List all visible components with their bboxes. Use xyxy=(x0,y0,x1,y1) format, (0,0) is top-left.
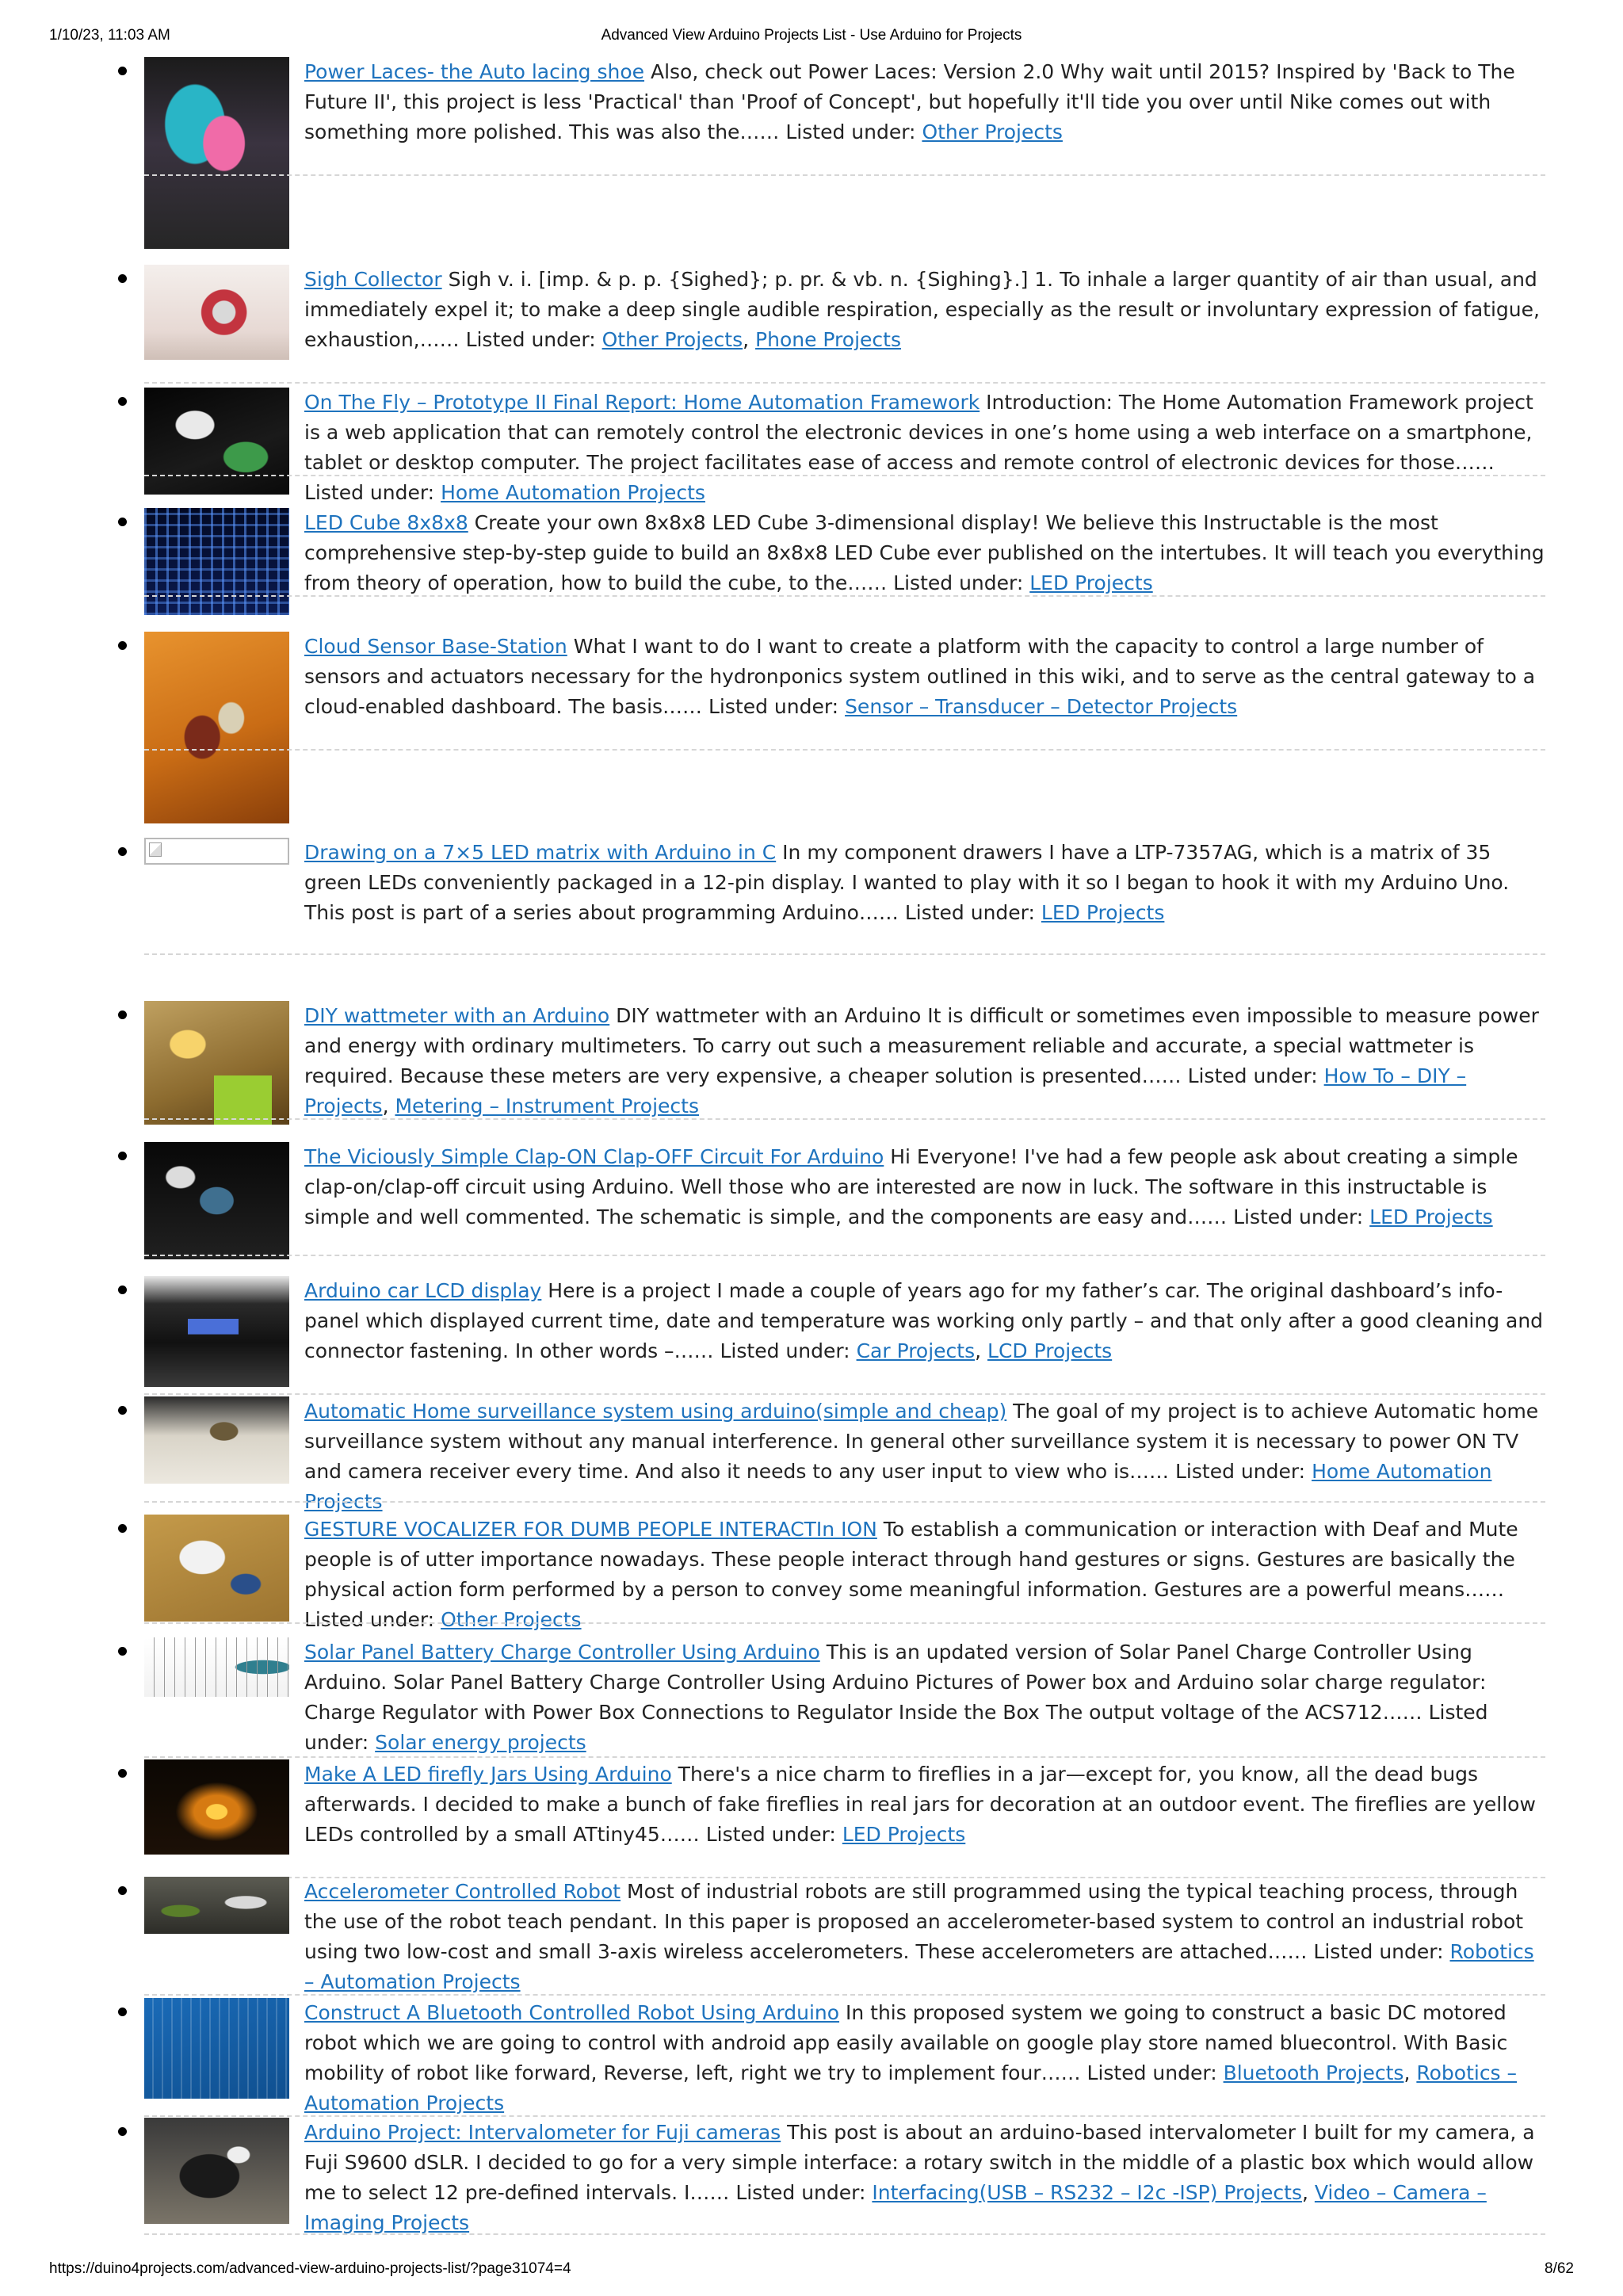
list-item xyxy=(144,1877,1545,1997)
item-separator xyxy=(144,1622,1545,1624)
project-entry xyxy=(304,1637,1545,1758)
bullet-icon xyxy=(118,1886,127,1895)
bullet-icon xyxy=(118,1406,127,1415)
list-item xyxy=(144,632,1545,752)
project-excerpt: Create your own 8x8x8 LED Cube 3-dimensional display! We believe this Instructable is the most comprehensive step-by-step guide to build an 8x8x8 LED Cube ever published on the intertubes. It will teach you everything from theory of operation, how to build the cube, to the…… xyxy=(304,511,1545,594)
item-separator xyxy=(144,174,1545,176)
listed-under-label: Listed under: xyxy=(1175,1460,1306,1483)
project-thumbnail[interactable] xyxy=(144,838,289,865)
list-item xyxy=(144,1142,1545,1258)
project-thumbnail[interactable] xyxy=(144,1515,289,1622)
print-page-number: 8/62 xyxy=(1545,2260,1574,2277)
item-separator xyxy=(144,1756,1545,1758)
list-item xyxy=(144,388,1545,504)
project-thumbnail[interactable] xyxy=(144,1142,289,1259)
listed-under-label: Listed under: xyxy=(708,695,839,718)
list-item xyxy=(144,2118,1545,2237)
category-link[interactable]: Other Projects xyxy=(922,120,1063,143)
project-excerpt: There's a nice charm to fireflies in a jar—except for, you know, all the dead bugs afterwards. I decided to make a bunch of fake fireflies in real jars for decoration at an outdoor event. The fireflies are yellow LEDs controlled by a small ATtiny45…… xyxy=(304,1763,1536,1846)
project-thumbnail[interactable] xyxy=(144,1877,289,1934)
project-entry: Construct A Bluetooth Controlled Robot Using Arduino In this proposed system we going to construct a basic DC motored robot which we are going to control with android app easily available on google play store named bluecontrol. With Basic mobility of robot like forward, Reverse, left, right we try to implement four…… Listed under: Bluetooth Projects, Robotics – Automation Projects xyxy=(304,2001,1518,2115)
project-thumbnail[interactable] xyxy=(144,508,289,615)
bullet-icon xyxy=(118,641,127,650)
project-thumbnail[interactable] xyxy=(144,57,289,249)
listed-under-label: Listed under: xyxy=(465,328,596,351)
category-link[interactable]: LCD Projects xyxy=(987,1339,1113,1362)
bullet-icon xyxy=(118,2008,127,2016)
bullet-icon xyxy=(118,397,127,406)
broken-image-icon xyxy=(149,842,162,857)
category-link[interactable]: How To – DIY – Projects xyxy=(304,1064,1467,1117)
list-item xyxy=(144,1396,1545,1513)
bullet-icon xyxy=(118,1769,127,1778)
list-item xyxy=(144,1998,1545,2118)
list-item xyxy=(144,838,1545,957)
item-separator xyxy=(144,2233,1545,2235)
category-link[interactable]: Robotics – Automation Projects xyxy=(304,2061,1518,2115)
item-separator xyxy=(144,2115,1545,2117)
project-entry xyxy=(304,1515,1545,1635)
project-excerpt: Most of industrial robots are still programmed using the typical teaching process, through the use of the robot teach pendant. In this paper is proposed an accelerometer-based system to control an industrial robot using two low-cost and small 3-axis wireless accelerometers. These accelerometers are attached…… xyxy=(304,1880,1524,1963)
project-title-link[interactable]: Arduino Project: Intervalometer for Fuji cameras xyxy=(304,2121,781,2144)
project-entry: Arduino Project: Intervalometer for Fuji cameras This post is about an arduino-based intervalometer I built for my camera, a Fuji S9600 dSLR. I decided to go for a very simple interface: a rotary switch in the middle of a plastic box which would allow me to select 12 pre-defined intervals. I…… Listed under: Interfacing(USB – RS232 – I2c -ISP) Projects, Video – Camera – Imaging Projects xyxy=(304,2121,1535,2234)
category-link[interactable]: Sensor – Transducer – Detector Projects xyxy=(845,695,1238,718)
bullet-icon xyxy=(118,518,127,526)
item-separator xyxy=(144,1255,1545,1256)
print-url: https://duino4projects.com/advanced-view-arduino-projects-list/?page31074=4 xyxy=(49,2260,571,2277)
category-link[interactable]: LED Projects xyxy=(1041,901,1165,924)
bullet-icon xyxy=(118,1286,127,1294)
project-title-link[interactable]: Drawing on a 7×5 LED matrix with Arduino in C xyxy=(304,841,777,864)
project-excerpt: Here is a project I made a couple of years ago for my father’s car. The original dashboard’s info-panel which displayed current time, date and temperature was working only partly – and that only after a good cleaning and connector fastening. In other words –…… xyxy=(304,1279,1544,1362)
project-title-link[interactable]: Arduino car LCD display xyxy=(304,1279,542,1302)
item-separator xyxy=(144,382,1545,384)
project-thumbnail[interactable] xyxy=(144,632,289,823)
category-link[interactable]: Car Projects xyxy=(856,1339,976,1362)
project-title-link[interactable]: Sigh Collector xyxy=(304,268,442,291)
bullet-icon xyxy=(118,274,127,283)
category-link[interactable]: LED Projects xyxy=(842,1823,966,1846)
project-excerpt: The goal of my project is to achieve Automatic home surveillance system without any manual interference. In general other surveillance system it is necessary to power ON TV and camera receiver every time. And also it needs to any user input to view who is…… xyxy=(304,1400,1539,1483)
item-separator xyxy=(144,749,1545,751)
listed-under-label: Listed under: xyxy=(705,1823,836,1846)
category-link[interactable]: Metering – Instrument Projects xyxy=(395,1095,699,1117)
list-item xyxy=(144,508,1545,598)
item-separator xyxy=(144,1994,1545,1996)
bullet-icon xyxy=(118,2127,127,2136)
project-title-link[interactable]: Solar Panel Battery Charge Controller Using Arduino xyxy=(304,1641,820,1664)
category-link[interactable]: Other Projects xyxy=(601,328,743,351)
project-entry xyxy=(304,838,1545,928)
project-entry xyxy=(304,1877,1545,1997)
list-item xyxy=(144,1637,1545,1759)
category-link[interactable]: Home Automation Projects xyxy=(304,1460,1492,1513)
project-entry xyxy=(304,388,1545,508)
category-link[interactable]: Bluetooth Projects xyxy=(1223,2061,1404,2084)
item-separator xyxy=(144,1393,1545,1395)
item-separator xyxy=(144,1118,1545,1120)
project-entry xyxy=(304,1759,1545,1850)
bullet-icon xyxy=(118,1524,127,1533)
listed-under-label: Listed under: xyxy=(304,1608,435,1631)
category-link[interactable]: Robotics – Automation Projects xyxy=(304,1940,1534,1993)
project-entry: Sigh Collector Sigh v. i. [imp. & p. p. {Sighed}; p. pr. & vb. n. {Sighing}.] 1. To inhale a larger quantity of air than usual, and immediately expel it; to make a deep single audible respiration, especially as the result or involuntary expression of fatigue, exhaustion,…… Listed under: Other Projects, Phone Projects xyxy=(304,268,1540,351)
listed-under-label: Listed under: xyxy=(1086,2061,1217,2084)
listed-under-label: Listed under: xyxy=(893,571,1024,594)
list-item xyxy=(144,1759,1545,1880)
project-thumbnail[interactable] xyxy=(144,1759,289,1855)
project-excerpt: This is an updated version of Solar Panel Charge Controller Using Arduino. Solar Panel Battery Charge Controller Using Arduino Pictures of Power box and Arduino solar charge regulator: Charge Regulator with Power Box Connections to Regulator Inside the Box The output voltage of the ACS712…… xyxy=(304,1641,1487,1724)
project-title-link[interactable]: Accelerometer Controlled Robot xyxy=(304,1880,621,1903)
project-thumbnail[interactable] xyxy=(144,2118,289,2224)
list-item xyxy=(144,265,1545,385)
project-title-link[interactable]: The Viciously Simple Clap-ON Clap-OFF Circuit For Arduino xyxy=(304,1145,884,1168)
project-excerpt: DIY wattmeter with an Arduino It is difficult or sometimes even impossible to measure power and energy with ordinary multimeters. To carry out such a measurement reliable and accurate, a special wattmeter is required. Because these meters are very expensive, a cheaper solution is presented…… xyxy=(304,1004,1539,1087)
project-excerpt: Sigh v. i. [imp. & p. p. {Sighed}; p. pr. & vb. n. {Sighing}.] 1. To inhale a larger quantity of air than usual, and immediately expel it; to make a deep single audible respiration, especially as the result or involuntary expression of fatigue, exhaustion,…… xyxy=(304,268,1540,351)
project-title-link[interactable]: Make A LED firefly Jars Using Arduino xyxy=(304,1763,672,1786)
project-entry xyxy=(304,508,1545,598)
project-title-link[interactable]: Construct A Bluetooth Controlled Robot Using Arduino xyxy=(304,2001,840,2024)
project-excerpt: To establish a communication or interaction with Deaf and Mute people is of utter importance nowadays. These people interact through hand gestures or signs. Gestures are basically the physical action form performed by a person to convey some meaningful information. Gestures are a powerful means…… xyxy=(304,1518,1518,1601)
project-title-link[interactable]: Power Laces- the Auto lacing shoe xyxy=(304,60,645,83)
print-datetime: 1/10/23, 11:03 AM xyxy=(49,27,170,44)
project-title-link[interactable]: DIY wattmeter with an Arduino xyxy=(304,1004,610,1027)
project-title-link[interactable]: On The Fly – Prototype II Final Report: Home Automation Framework xyxy=(304,391,980,414)
listed-under-label: Listed under: xyxy=(785,120,916,143)
project-thumbnail[interactable] xyxy=(144,1637,289,1697)
project-excerpt: Introduction: The Home Automation Framework project is a web application that can remotely control the electronic devices in one’s home using a web interface on a smartphone, tablet or desktop computer. The project facilitates ease of access and remote control of electronic devices for those…… xyxy=(304,391,1533,474)
bullet-icon xyxy=(118,1647,127,1656)
project-excerpt: Also, check out Power Laces: Version 2.0 Why wait until 2015? Inspired by 'Back to The Future II', this project is less 'Practical' than 'Proof of Concept', but hopefully it'll tide you over until Nike comes out with something more polished. This was also the…… xyxy=(304,60,1515,143)
category-link[interactable]: Other Projects xyxy=(441,1608,582,1631)
project-title-link[interactable]: LED Cube 8x8x8 xyxy=(304,511,468,534)
listed-under-label: Listed under: xyxy=(1233,1205,1364,1228)
project-entry xyxy=(304,1396,1545,1517)
bullet-icon xyxy=(118,847,127,856)
project-entry: Arduino car LCD display Here is a project I made a couple of years ago for my father’s car. The original dashboard’s info-panel which displayed current time, date and temperature was working only partly – and that only after a good cleaning and connector fastening. In other words –…… Listed under: Car Projects, LCD Projects xyxy=(304,1279,1544,1362)
item-separator xyxy=(144,475,1545,476)
list-item xyxy=(144,1276,1545,1396)
bullet-icon xyxy=(118,1152,127,1160)
listed-under-label: Listed under: xyxy=(904,901,1035,924)
project-thumbnail[interactable] xyxy=(144,1998,289,2099)
project-excerpt: This post is about an arduino-based intervalometer I built for my camera, a Fuji S9600 dSLR. I decided to go for a very simple interface: a rotary switch in the middle of a plastic box which would allow me to select 12 pre-defined intervals. I…… xyxy=(304,2121,1535,2204)
category-link[interactable]: Home Automation Projects xyxy=(441,481,705,504)
item-separator xyxy=(144,953,1545,955)
project-entry xyxy=(304,57,1545,147)
list-item xyxy=(144,1515,1545,1631)
project-entry xyxy=(304,1142,1545,1232)
item-separator xyxy=(144,595,1545,597)
project-entry: DIY wattmeter with an Arduino DIY wattmeter with an Arduino It is difficult or sometimes even impossible to measure power and energy with ordinary multimeters. To carry out such a measurement reliable and accurate, a special wattmeter is required. Because these meters are very expensive, a cheaper solution is presented…… Listed under: How To – DIY – Projects, Metering – Instrument Projects xyxy=(304,1004,1539,1117)
project-title-link[interactable]: GESTURE VOCALIZER FOR DUMB PEOPLE INTERACTIn ION xyxy=(304,1518,877,1541)
listed-under-label: Listed under: xyxy=(720,1339,850,1362)
category-link[interactable]: LED Projects xyxy=(1029,571,1153,594)
listed-under-label: Listed under: xyxy=(304,1701,1488,1754)
category-link[interactable]: Phone Projects xyxy=(755,328,901,351)
category-link[interactable]: Solar energy projects xyxy=(375,1731,586,1754)
list-item xyxy=(144,1001,1545,1121)
category-link[interactable]: Interfacing(USB – RS232 – I2c -ISP) Projects xyxy=(872,2181,1302,2204)
bullet-icon xyxy=(118,1010,127,1019)
project-thumbnail[interactable] xyxy=(144,1396,289,1484)
listed-under-label: Listed under: xyxy=(304,481,435,504)
bullet-icon xyxy=(118,67,127,75)
project-excerpt: In my component drawers I have a LTP-7357AG, which is a matrix of 35 green LEDs conveniently packaged in a 12-pin display. I wanted to play with it so I began to hook it with my Arduino Uno. This post is part of a series about programming Arduino…… xyxy=(304,841,1510,924)
print-page-title: Advanced View Arduino Projects List - Use Arduino for Projects xyxy=(601,27,1022,44)
item-separator xyxy=(144,1501,1545,1503)
listed-under-label: Listed under: xyxy=(1313,1940,1444,1963)
category-link[interactable]: LED Projects xyxy=(1369,1205,1493,1228)
print-header xyxy=(49,27,1574,48)
listed-under-label: Listed under: xyxy=(1187,1064,1318,1087)
project-thumbnail[interactable] xyxy=(144,1276,289,1387)
project-title-link[interactable]: Automatic Home surveillance system using arduino(simple and cheap) xyxy=(304,1400,1007,1423)
project-entry xyxy=(304,632,1545,722)
list-item xyxy=(144,57,1545,178)
project-excerpt: In this proposed system we going to construct a basic DC motored robot which we are going to control with android app easily available on google play store named bluecontrol. With Basic mobility of robot like forward, Reverse, left, right we try to implement four…… xyxy=(304,2001,1508,2084)
listed-under-label: Listed under: xyxy=(735,2181,866,2204)
project-thumbnail[interactable] xyxy=(144,265,289,360)
project-excerpt: Hi Everyone! I've had a few people ask about creating a simple clap-on/clap-off circuit using Arduino. Well those who are interested are now in luck. The software in this instructable is simple and well commented. The schematic is simple, and the components are easy and…… xyxy=(304,1145,1518,1228)
category-link[interactable]: Video – Camera – Imaging Projects xyxy=(304,2181,1487,2234)
project-excerpt: What I want to do I want to create a platform with the capacity to control a large number of sensors and actuators necessary for the hydronponics system outlined in this wiki, and to serve as the central gateway to a cloud-enabled dashboard. The basis…… xyxy=(304,635,1536,718)
project-thumbnail[interactable] xyxy=(144,1001,289,1125)
project-thumbnail[interactable] xyxy=(144,388,289,495)
project-title-link[interactable]: Cloud Sensor Base-Station xyxy=(304,635,567,658)
print-footer xyxy=(49,2260,1574,2281)
